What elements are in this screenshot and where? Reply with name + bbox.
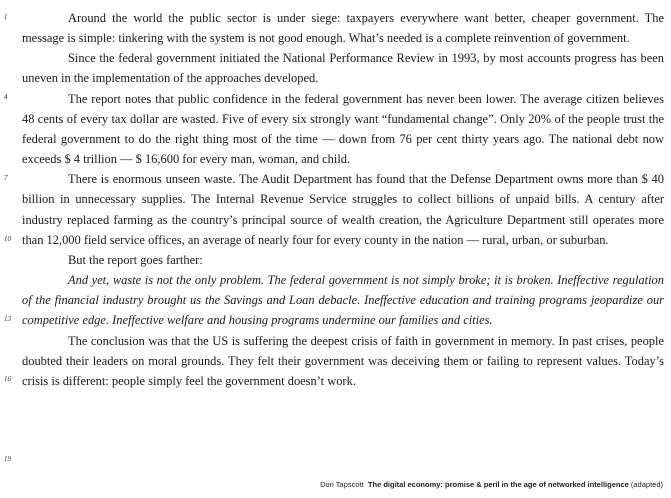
line-number-19: 19 — [4, 455, 11, 463]
paragraph-4: There is enormous unseen waste. The Audit Department has found that the Defense Department owns more than $ 40 billion in unnecessary supplies. The Internal Revenue Service struggles to collect billions of unpaid bills. A century after industry replaced farming as the country’s principal source of wealth creation, the Agriculture Department still operates more than 12,000 field service offices, an average of nearly four for every county in the nation — rural, urban, or suburban. — [22, 172, 664, 247]
paragraph-5: But the report goes farther: — [68, 252, 203, 267]
line-number-10: 10 — [4, 235, 11, 243]
line-number-16: 16 — [4, 375, 11, 383]
paragraph-2: Since the federal government initiated the National Performance Review in 1993, by most accounts progress has been uneven in the implementation of the approaches developed. — [22, 51, 664, 86]
paragraph-1: Around the world the public sector is under siege: taxpayers everywhere want better, cheaper government. The message is simple: tinkering with the system is not good enough. What’s needed is a complete reinvention of government. — [22, 11, 664, 46]
paragraph-3: The report notes that public confidence in the federal government has never been lower. The average citizen believes 48 cents of every tax dollar are wasted. Five of every six strongly want “fundamental change”. Only 20% of the people trust the federal government to do the right thing most of the time — down from 76 per cent thirty years ago. The national debt now exceeds $ 4 trillion — $ 16,600 for every man, woman, and child. — [22, 91, 664, 167]
source-title: The digital economy: promise & peril in the age of networked intelligence — [367, 480, 629, 489]
source-citation — [320, 480, 663, 489]
paragraph-7: The conclusion was that the US is suffering the deepest crisis of faith in government in memory. In past crises, people doubted their leaders on moral grounds. They felt their government was deceiving them or failing to represent values. Today’s crisis is different: people simply feel the government doesn’t work. — [22, 333, 664, 388]
quoted-paragraph: And yet, waste is not the only problem. The federal government is not simply broke; it is broken. Ineffective regulation of the financial industry brought us the Savings and Loan debacle. Ineffective education and training programs jeopardize our competitive edge. Ineffective welfare and housing programs undermine our families and cities. — [22, 273, 664, 328]
source-note: (adapted) — [630, 480, 663, 489]
line-number-13: 13 — [4, 315, 11, 323]
passage-text — [22, 8, 664, 391]
source-author: Don Tapscott — [320, 480, 364, 489]
line-number-7: 7 — [4, 174, 8, 182]
line-number-1: 1 — [4, 13, 8, 21]
line-number-4: 4 — [4, 93, 8, 101]
